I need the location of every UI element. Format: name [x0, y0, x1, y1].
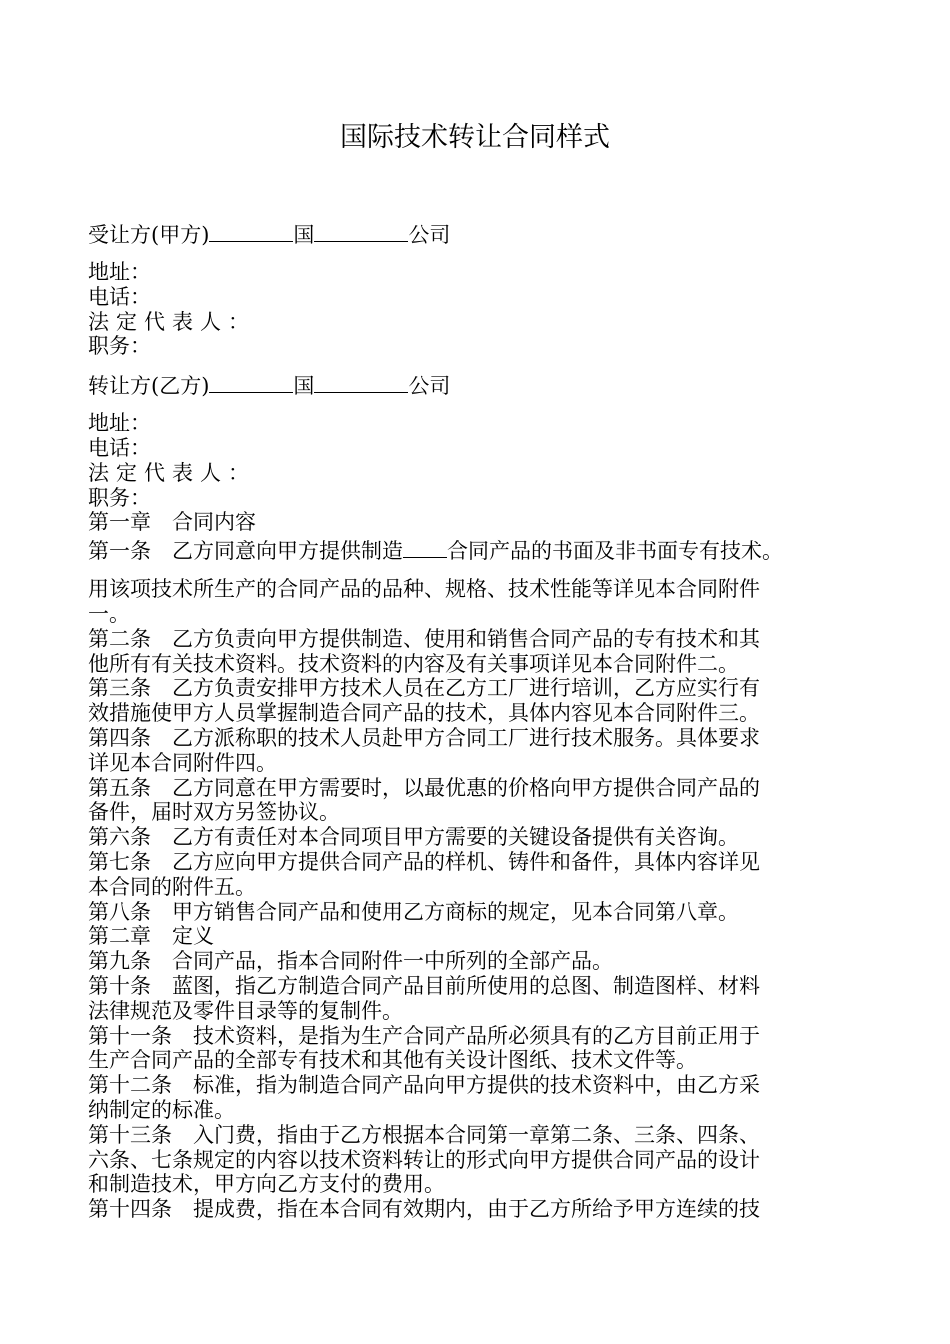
chapter-heading-1: 第一章 合同内容: [88, 510, 256, 535]
article-1-after: 合同产品的书面及非书面专有技术。: [447, 539, 783, 564]
text-line: 第二条 乙方负责向甲方提供制造、使用和销售合同产品的专有技术和其: [88, 626, 760, 651]
text-line: 第六条 乙方有责任对本合同项目甲方需要的关键设备提供有关咨询。: [88, 825, 739, 850]
text-line: 第五条 乙方同意在甲方需要时，以最优惠的价格向甲方提供合同产品的: [88, 775, 760, 800]
text-line: 效措施使甲方人员掌握制造合同产品的技术，具体内容见本合同附件三。: [88, 701, 760, 726]
party-b-position: 职务：: [88, 485, 151, 510]
text-line: 用该项技术所生产的合同产品的品种、规格、技术性能等详见本合同附件: [88, 577, 760, 602]
text-line: 生产合同产品的全部专有技术和其他有关设计图纸、技术文件等。: [88, 1048, 697, 1073]
party-a-legal-rep: 法定代表人：: [88, 309, 256, 334]
text-line: 第四条 乙方派称职的技术人员赴甲方合同工厂进行技术服务。具体要求: [88, 725, 760, 750]
party-a-position: 职务：: [88, 334, 151, 359]
party-b-company-blank: [314, 372, 408, 393]
party-b-phone: 电话：: [88, 435, 151, 460]
text-line: 第十一条 技术资料，是指为生产合同产品所必须具有的乙方目前正用于: [88, 1023, 760, 1048]
party-a-label: 受让方(甲方): [88, 223, 210, 247]
text-line: 本合同的附件五。: [88, 874, 256, 899]
party-a-line: [88, 220, 878, 250]
article-1-blank: [403, 537, 447, 558]
text-line: 法律规范及零件目录等的复制件。: [88, 998, 403, 1023]
text-line: 第十三条 入门费，指由于乙方根据本合同第一章第二条、三条、四条、: [88, 1122, 760, 1147]
party-a-company-blank: [314, 221, 408, 242]
text-line: 第十四条 提成费，指在本合同有效期内，由于乙方所给予甲方连续的技: [88, 1197, 760, 1222]
text-line: 详见本合同附件四。: [88, 750, 277, 775]
party-a-phone: 电话：: [88, 284, 151, 309]
text-line: 第十条 蓝图，指乙方制造合同产品目前所使用的总图、制造图样、材料: [88, 973, 760, 998]
party-b-country-blank: [209, 372, 293, 393]
text-line: 第七条 乙方应向甲方提供合同产品的样机、铸件和备件，具体内容详见: [88, 849, 760, 874]
text-line: 第三条 乙方负责安排甲方技术人员在乙方工厂进行培训，乙方应实行有: [88, 676, 760, 701]
article-1: [88, 536, 878, 566]
article-1-before: 第一条 乙方同意向甲方提供制造: [88, 539, 403, 564]
text-line: 纳制定的标准。: [88, 1097, 235, 1122]
text-line: 第八条 甲方销售合同产品和使用乙方商标的规定，见本合同第八章。: [88, 899, 739, 924]
document-title: 国际技术转让合同样式: [340, 122, 610, 153]
party-a-country-blank: [209, 221, 293, 242]
party-b-legal-rep: 法定代表人：: [88, 460, 256, 485]
text-line: 他所有有关技术资料。技术资料的内容及有关事项详见本合同附件二。: [88, 651, 739, 676]
text-line: 六条、七条规定的内容以技术资料转让的形式向甲方提供合同产品的设计: [88, 1147, 760, 1172]
party-a-address: 地址：: [88, 260, 151, 284]
party-b-label: 转让方(乙方): [88, 374, 210, 399]
party-a-country-suffix: 国: [293, 223, 315, 247]
text-line: 和制造技术，甲方向乙方支付的费用。: [88, 1172, 445, 1197]
party-b-line: [88, 371, 878, 401]
party-a-company-suffix: 公司: [408, 223, 451, 247]
text-line: 一。: [88, 601, 130, 626]
document-body: [88, 220, 878, 1222]
text-line: 第九条 合同产品，指本合同附件一中所列的全部产品。: [88, 949, 613, 974]
text-line: 备件，届时双方另签协议。: [88, 800, 340, 825]
chapter-heading-2: 第二章 定义: [88, 924, 214, 949]
text-line: 第十二条 标准，指为制造合同产品向甲方提供的技术资料中，由乙方采: [88, 1073, 760, 1098]
party-b-company-suffix: 公司: [408, 374, 451, 399]
party-b-country-suffix: 国: [293, 374, 315, 399]
party-b-address: 地址：: [88, 411, 151, 436]
